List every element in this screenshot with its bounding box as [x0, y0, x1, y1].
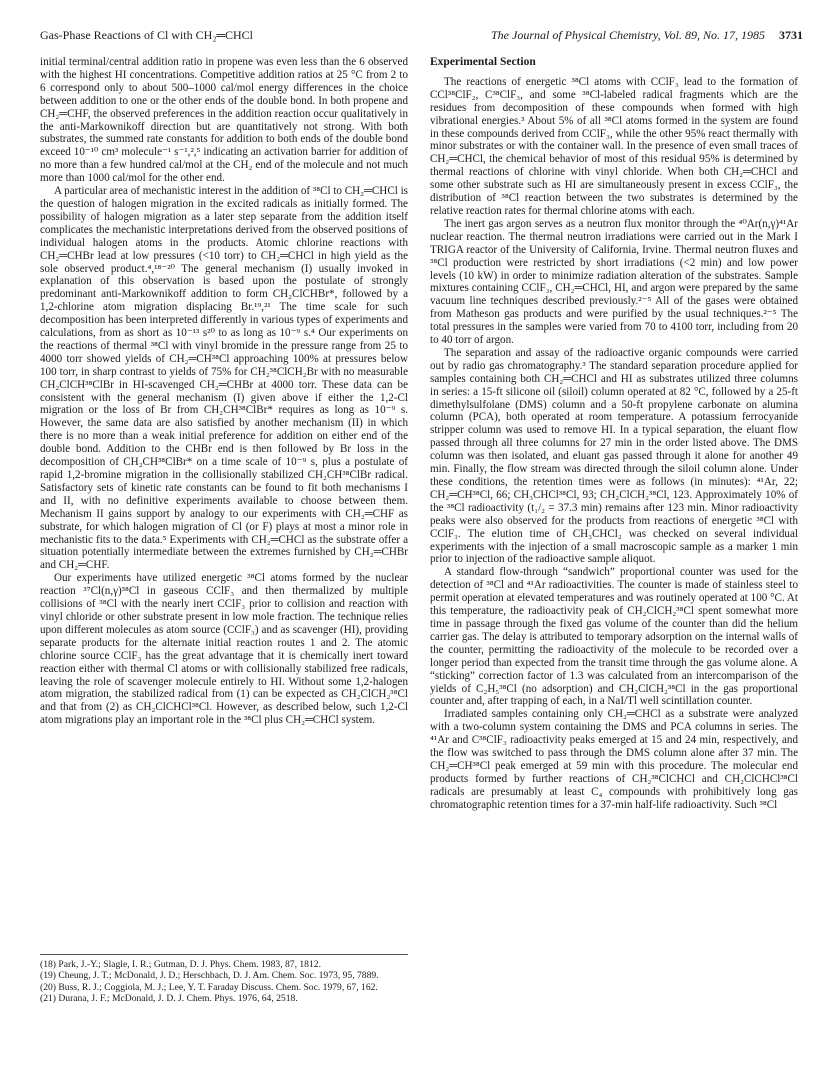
- left-column: [40, 56, 408, 727]
- header-right: [491, 28, 803, 43]
- reference-item: (18) Park, J.-Y.; Slagle, I. R.; Gutman, D. J. Phys. Chem. 1983, 87, 1812.: [40, 959, 321, 970]
- paragraph: Irradiated samples containing only CH₂═CHCl as a substrate were analyzed with a two-column system containing the DMS and PCA columns in series. The ⁴¹Ar and C³⁸ClF₃ radioactivity peaks emerged at 15 and 24 min, respectively, and the flow was switched to pass through the DMS column alone after 37 min. The CH₂═CH³⁸Cl peak emerged at 59 min with this procedure. The molecular end products formed by further reactions of CH₂³⁸ClCHCl and CH₂ClCHCl³⁸Cl radicals are presumably at least C₄ compounds with prohibitively long gas chromatographic retention times for a 37-min half-life radioactivity. Such ³⁸Cl: [430, 708, 798, 811]
- paragraph: initial terminal/central addition ratio in propene was even less than the 6 observed with the highest HI concentrations. Competitive addition ratios at 25 °C from 2 to 6 correspond only to about 500–1000 cal/mol energy differences in the choice between addition to one or the other ends of the double bond. In both propene and CH₂═CHF, the observed preferences in the addition reaction occur qualitatively in the anti-Markownikoff direction but are quantitatively not strong. With both substrates, the summed rate constants for addition to both ends of the double bond exceed 10⁻¹⁰ cm³ molecule⁻¹ s⁻¹,²,⁵ indicating an activation barrier for addition of no more than a few hundred cal/mol at the CH₂ end of the molecule and not much more than 1000 cal/mol for the other end.: [40, 56, 408, 185]
- reference-item: (21) Durana, J. F.; McDonald, J. D. J. Chem. Phys. 1976, 64, 2518.: [40, 992, 298, 1004]
- running-title: Gas-Phase Reactions of Cl with CH₂═CHCl: [40, 28, 254, 42]
- journal-citation: The Journal of Physical Chemistry, Vol. 89, No. 17, 1985: [491, 28, 765, 42]
- paragraph: The separation and assay of the radioactive organic compounds were carried out by radio gas chromatography.³ The standard separation procedure applied for samples containing both CH₂═CHCl and HI as substrates utilized three columns in series: a 15-ft silicone oil (siloil) column operated at 82 °C, followed by a 25-ft dimethylsulfolane (DMS) column and a 50-ft propylene carbonate on alumina column (PCA), both operated at room temperature. A potassium ferrocyanide stripper column was used to remove HI. In a typical separation, the eluant flow passed through all three columns for 27 min in the order listed above. The DMS column was then isolated, and eluant gas passed through it alone for another 49 min. Finally, the flow stream was directed through the siloil column alone. Under these conditions, the retention times were as follows (in minutes): ⁴¹Ar, 22; CH₂═CH³⁸Cl, 66; CH₃CHCl³⁸Cl, 93; CH₂ClCH₂³⁸Cl, 123. Approximately 10% of the ³⁸Cl radioactivity (t₁/₂ = 37.3 min) remains after 123 min. Minor radioactivity peaks were also observed for the products from reactions of energetic ³⁸Cl with CClF₃. The elution time of CH₃CHCl₂ was checked on several individual experiments with the injection of a small macroscopic sample as a marker 1 min prior to injection of the radioactive sample aliquot.: [430, 346, 798, 566]
- footnote-references: [40, 954, 408, 1004]
- reference-item: (19) Cheung, J. T.; McDonald, J. D.; Herschbach, D. J. Am. Chem. Soc. 1973, 95, 7889.: [40, 970, 379, 982]
- paragraph: Our experiments have utilized energetic ³⁸Cl atoms formed by the nuclear reaction ³⁷Cl(n,γ)³⁸Cl in gaseous CClF₃ and then thermalized by multiple collisions of ³⁸Cl with the nearly inert CClF₃ prior to collision and reaction with vinyl chloride or other substrate present in low mole fraction. The technique relies upon different molecules as atom source (CClF₃) and as scavenger (HI), providing separate products for the alternate initial reaction routes 1 and 2. The atomic chlorine source CClF₃ has the great advantage that it is chemically inert toward reaction either with thermal Cl atoms or with collisionally stabilized free radicals, leaving the role of scavenger molecule entirely to HI. Without some 1,2-halogen atom migration, the stabilized radical from (1) can be expected as CH₂ClCH₂³⁸Cl and that from (2) as CH₂ClCHCl³⁸Cl. However, as described below, such 1,2-Cl atom migrations play an important role in the ³⁸Cl plus CH₂═CHCl system.: [40, 572, 408, 727]
- reference-item: (20) Buss, R. J.; Coggiola, M. J.; Lee, Y. T. Faraday Discuss. Chem. Soc. 1979, 67, 162.: [40, 981, 378, 993]
- right-column: [430, 56, 798, 812]
- paragraph: The reactions of energetic ³⁸Cl atoms with CClF₃ lead to the formation of CCl³⁸ClF₂, C³⁸ClF₃, and some ³⁸Cl-labeled radical fragments which are the residues from decomposition of these compounds when formed with high vibrational energies.³ About 5% of all ³⁸Cl atoms formed in the system are found in these compounds derived from CClF₃, while the other 95% react thermally with minor substrates or with the container wall. In the presence of even small traces of CH₂═CHCl, the chemical behavior of most of this residual 95% is determined by thermal reactions of chlorine with vinyl chloride. When both CH₂═CHCl and some other substrate such as HI are simultaneously present in excess CClF₃, the distribution of ³⁸Cl reaction between the two substrates is determined by the relative reaction rates for thermal chlorine atoms with each.: [430, 75, 798, 217]
- paragraph: A particular area of mechanistic interest in the addition of ³⁸Cl to CH₂═CHCl is the question of halogen migration in the excited radicals as initially formed. The possibility of halogen migration as a later step separate from the addition itself complicates the mechanistic interpretations derived from the observed positions of individual halogen atoms in the products. Atomic chlorine reactions with CH₂═CHBr lead at low pressures (<10 torr) to CH₂═CHCl in high yield as the sole observed product.⁴,¹⁸⁻²⁰ The general mechanism (I) usually invoked in explanation of this observation is based upon the postulate of strongly predominant anti-Markownikoff addition to form CH₂ClCHBr*, followed by a 1,2-chlorine atom migration displacing Br.¹⁹,²¹ The time scale for such decomposition has been interpreted differently in various types of experiments and calculations, from as short as 10⁻¹³ s²⁰ to as long as 10⁻⁹ s.⁴ Our experiments on the reactions of thermal ³⁸Cl with vinyl bromide in the pressure range from 25 to 4000 torr showed yields of CH₂═CH³⁸Cl approaching 100% at pressures below 100 torr, in sharp contrast to yields of 75% for CH₂³⁸ClCH₂Br with no measurable CH₂ClCH³⁸ClBr in HI-scavenged CH₂═CHBr at 4000 torr. These data can be consistent with the general mechanism (I) given above if either the 1,2-Cl migration or the loss of Br from CH₂CH³⁸ClBr* requires as long as 10⁻⁹ s. However, the same data are also satisfied by another mechanism (II) in which there is no more than a weak initial preference for addition on either end of the double bond. Addition to the CHBr end is then followed by Br loss in the decomposition of CH₂CH³⁸ClBr* on a time scale of 10⁻⁹ s, plus a postulate of rapid 1,2-bromine migration in the collisionally stabilized CH₂CH³⁸ClBr radical. Satisfactory sets of kinetic rate constants can be found to fit both mechanisms I and II, with no definitive experiments available to choose between them. Mechanism II gains support by analogy to our experiments with CH₂═CHF as substrate, for which halogen migration of Cl (or F) plays at most a minor role in mechanistic fits to the data.⁵ Experiments with CH₂═CHCl as the substrate offer a situation potentially intermediate between the extremes furnished by CH₂═CHBr and CH₂═CHF.: [40, 185, 408, 572]
- paragraph: A standard flow-through “sandwich” proportional counter was used for the detection of ³⁸Cl and ⁴¹Ar radioactivities. The counter is made of stainless steel to permit operation at elevated temperatures and was routinely operated at 100 °C. At this temperature, the radioactivity peak of CH₂ClCH₂³⁸Cl spent somewhat more time in passage through the fixed gas volume of the counter than did the helium carrier gas. The delay is attributed to temporary adsorption on the internal walls of the counter, permitting the radioactivity of the molecule to be recorded over a longer period than expected from the transit time through the gas volume alone. A “sticking” correction factor of 1.3 was calculated from an intercomparison of the yields of C₂H₅³⁸Cl (no adsorption) and CH₂ClCH₂³⁸Cl in the gas proportional counter and, after trapping of each, in a NaI/Tl well scintillation counter.: [430, 566, 798, 708]
- section-title: Experimental Section: [430, 56, 536, 68]
- paragraph: The inert gas argon serves as a neutron flux monitor through the ⁴⁰Ar(n,γ)⁴¹Ar nuclear reaction. The thermal neutron irradiations were carried out in the Mark I TRIGA reactor of the University of California, Irvine. Thermal neutron fluxes and ³⁸Cl production were restricted by short irradiations (<2 min) and low power levels (10 kW) in order to minimize radiation alteration of the substrates. Sample mixtures containing CClF₃, CH₂═CHCl, HI, and argon were prepared by the same vacuum line techniques described previously.²⁻⁵ All of the gases were obtained from Matheson gas products and were purified by the usual techniques.²⁻⁵ The total pressures in the samples were varied from 70 to 4100 torr, including from 20 to 40 torr of argon.: [430, 217, 798, 347]
- page-header: [40, 28, 803, 46]
- page-number: 3731: [779, 28, 803, 42]
